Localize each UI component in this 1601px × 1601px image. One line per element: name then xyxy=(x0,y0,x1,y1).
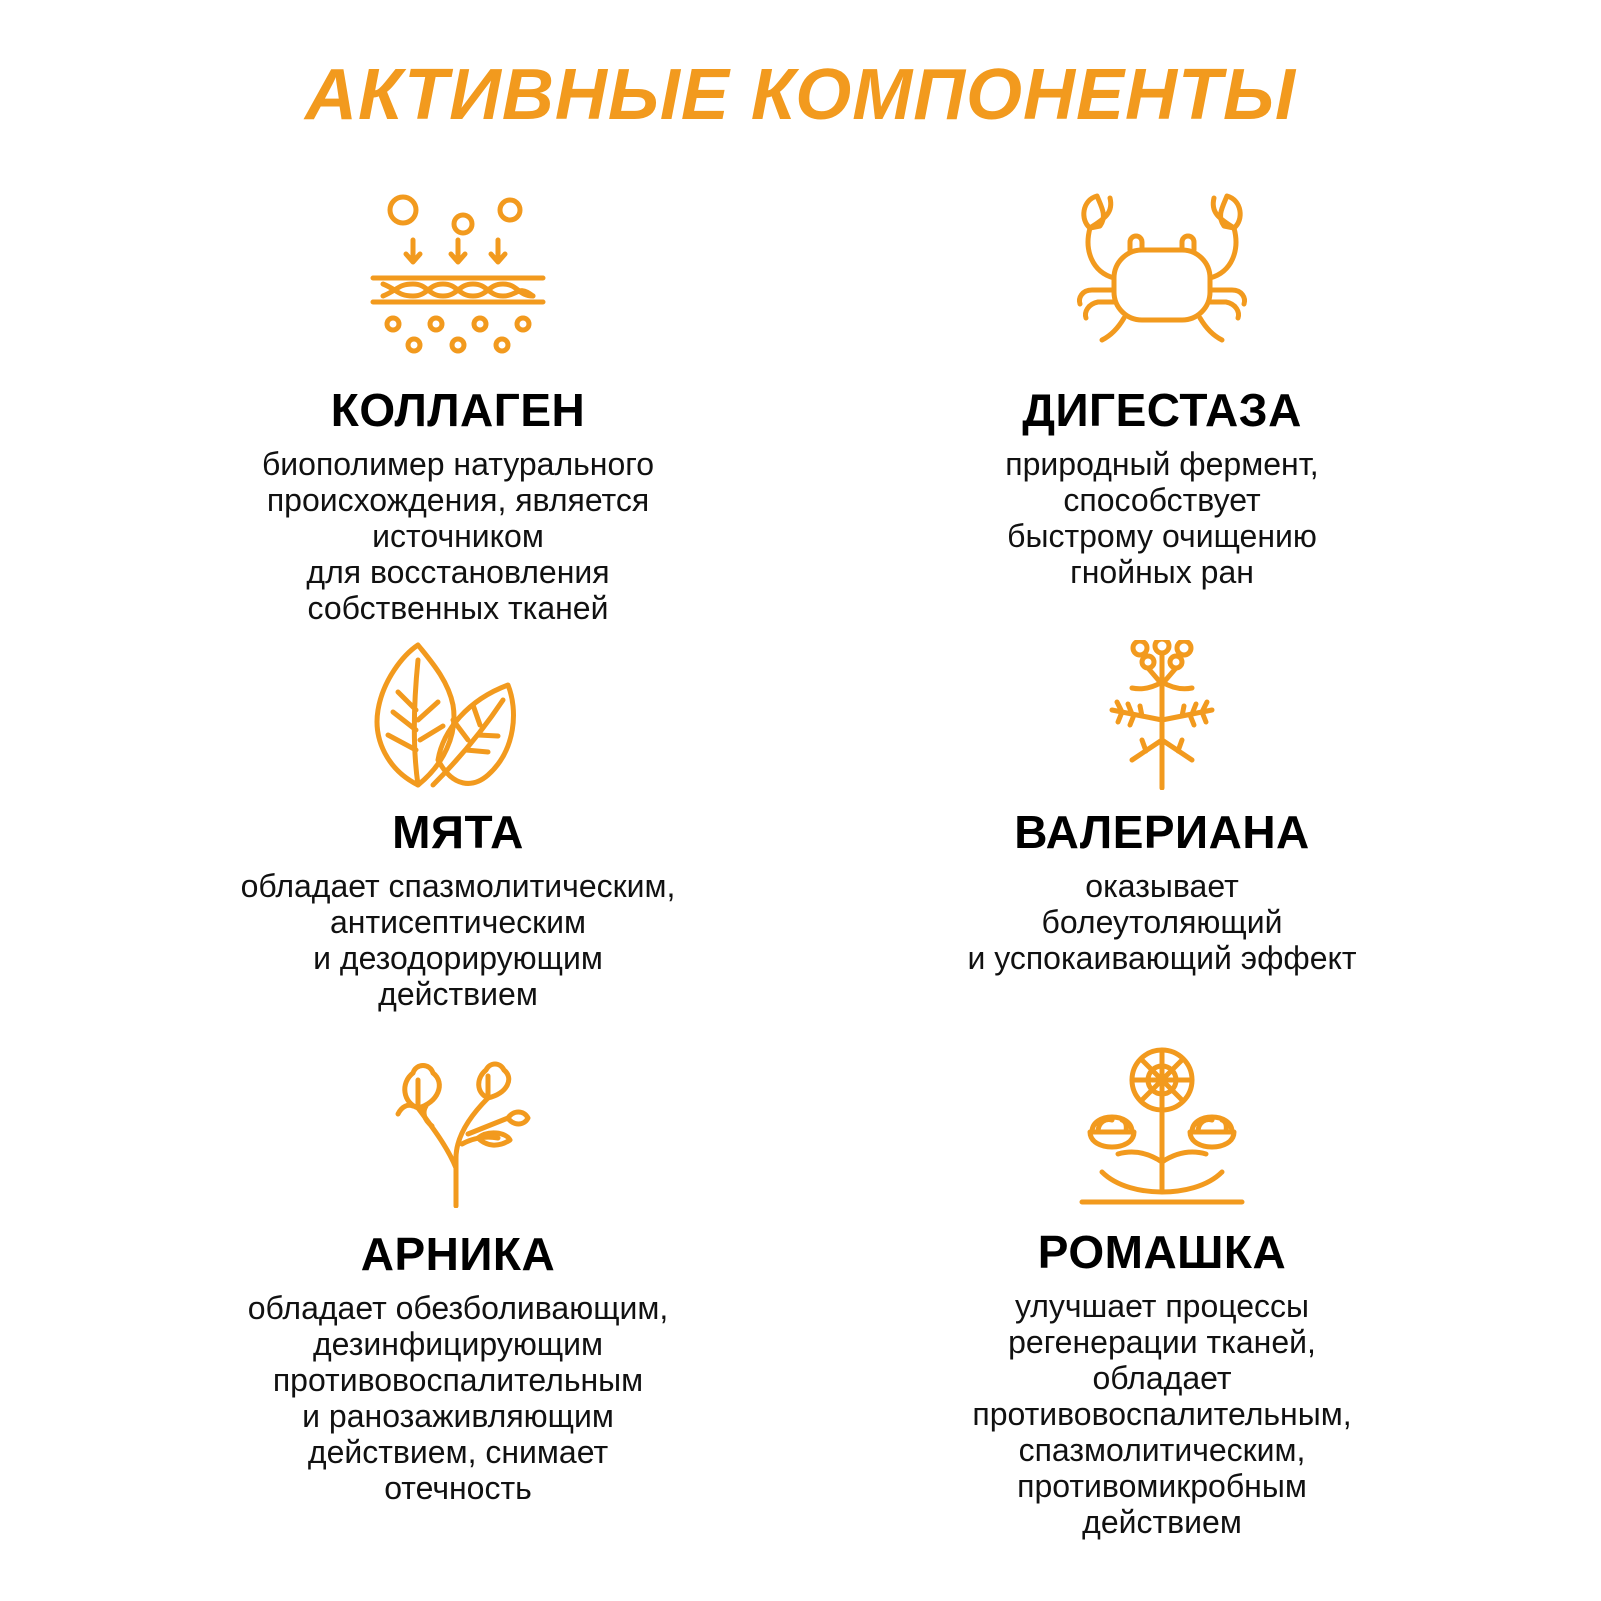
description-line: способствует xyxy=(1063,482,1261,518)
collagen-layer-icon xyxy=(358,190,558,370)
description-line: действием, снимает xyxy=(307,1434,609,1470)
description-line: болеутоляющий xyxy=(1041,904,1283,940)
arnica-flower-icon xyxy=(358,1048,558,1208)
component-mint xyxy=(148,640,768,1012)
description-line: регенерации тканей, xyxy=(1008,1324,1316,1360)
component-collagen xyxy=(148,190,768,626)
description-line: улучшает процессы xyxy=(1014,1288,1310,1324)
description-line: и дезодорирующим xyxy=(313,940,603,976)
description-line: биополимер натурального xyxy=(261,446,655,482)
chamomile-icon xyxy=(1062,1042,1262,1212)
component-description xyxy=(852,868,1472,976)
component-chamomile xyxy=(852,1042,1472,1540)
component-name: РОМАШКА xyxy=(1037,1226,1287,1278)
description-line: и ранозаживляющим xyxy=(302,1398,614,1434)
description-line: и успокаивающий эффект xyxy=(967,940,1357,976)
description-line: обладает спазмолитическим, xyxy=(240,868,676,904)
component-valerian xyxy=(852,640,1472,976)
component-description xyxy=(148,1290,768,1506)
description-line: гнойных ран xyxy=(1070,554,1254,590)
crab-icon xyxy=(1062,190,1262,370)
component-arnica xyxy=(148,1048,768,1506)
description-line: антисептическим xyxy=(330,904,586,940)
description-line: быстрому очищению xyxy=(1007,518,1317,554)
description-line: оказывает xyxy=(1085,868,1239,904)
description-line: противовоспалительным xyxy=(272,1362,644,1398)
description-line: действием xyxy=(1082,1504,1242,1540)
valerian-plant-icon xyxy=(1062,640,1262,790)
component-name: МЯТА xyxy=(392,806,524,858)
component-description xyxy=(852,1288,1472,1540)
component-description xyxy=(148,446,768,626)
component-name: ВАЛЕРИАНА xyxy=(1014,806,1310,858)
page-title: АКТИВНЫЕ КОМПОНЕНТЫ xyxy=(305,55,1296,135)
description-line: действием xyxy=(378,976,538,1012)
component-name: КОЛЛАГЕН xyxy=(330,384,586,436)
description-line: обладает xyxy=(1092,1360,1232,1396)
component-description xyxy=(852,446,1472,590)
description-line: источником xyxy=(372,518,544,554)
description-line: спазмолитическим, xyxy=(1018,1432,1306,1468)
description-line: противомикробным xyxy=(1017,1468,1307,1504)
description-line: противовоспалительным, xyxy=(972,1396,1352,1432)
description-line: дезинфицирующим xyxy=(312,1326,604,1362)
component-name: АРНИКА xyxy=(360,1228,556,1280)
component-digestase xyxy=(852,190,1472,590)
description-line: отечность xyxy=(384,1470,532,1506)
component-description xyxy=(148,868,768,1012)
component-name: ДИГЕСТАЗА xyxy=(1022,384,1302,436)
description-line: обладает обезболивающим, xyxy=(247,1290,669,1326)
description-line: для восстановления xyxy=(306,554,610,590)
mint-leaves-icon xyxy=(358,640,558,790)
description-line: происхождения, является xyxy=(266,482,650,518)
description-line: собственных тканей xyxy=(307,590,609,626)
description-line: природный фермент, xyxy=(1005,446,1319,482)
